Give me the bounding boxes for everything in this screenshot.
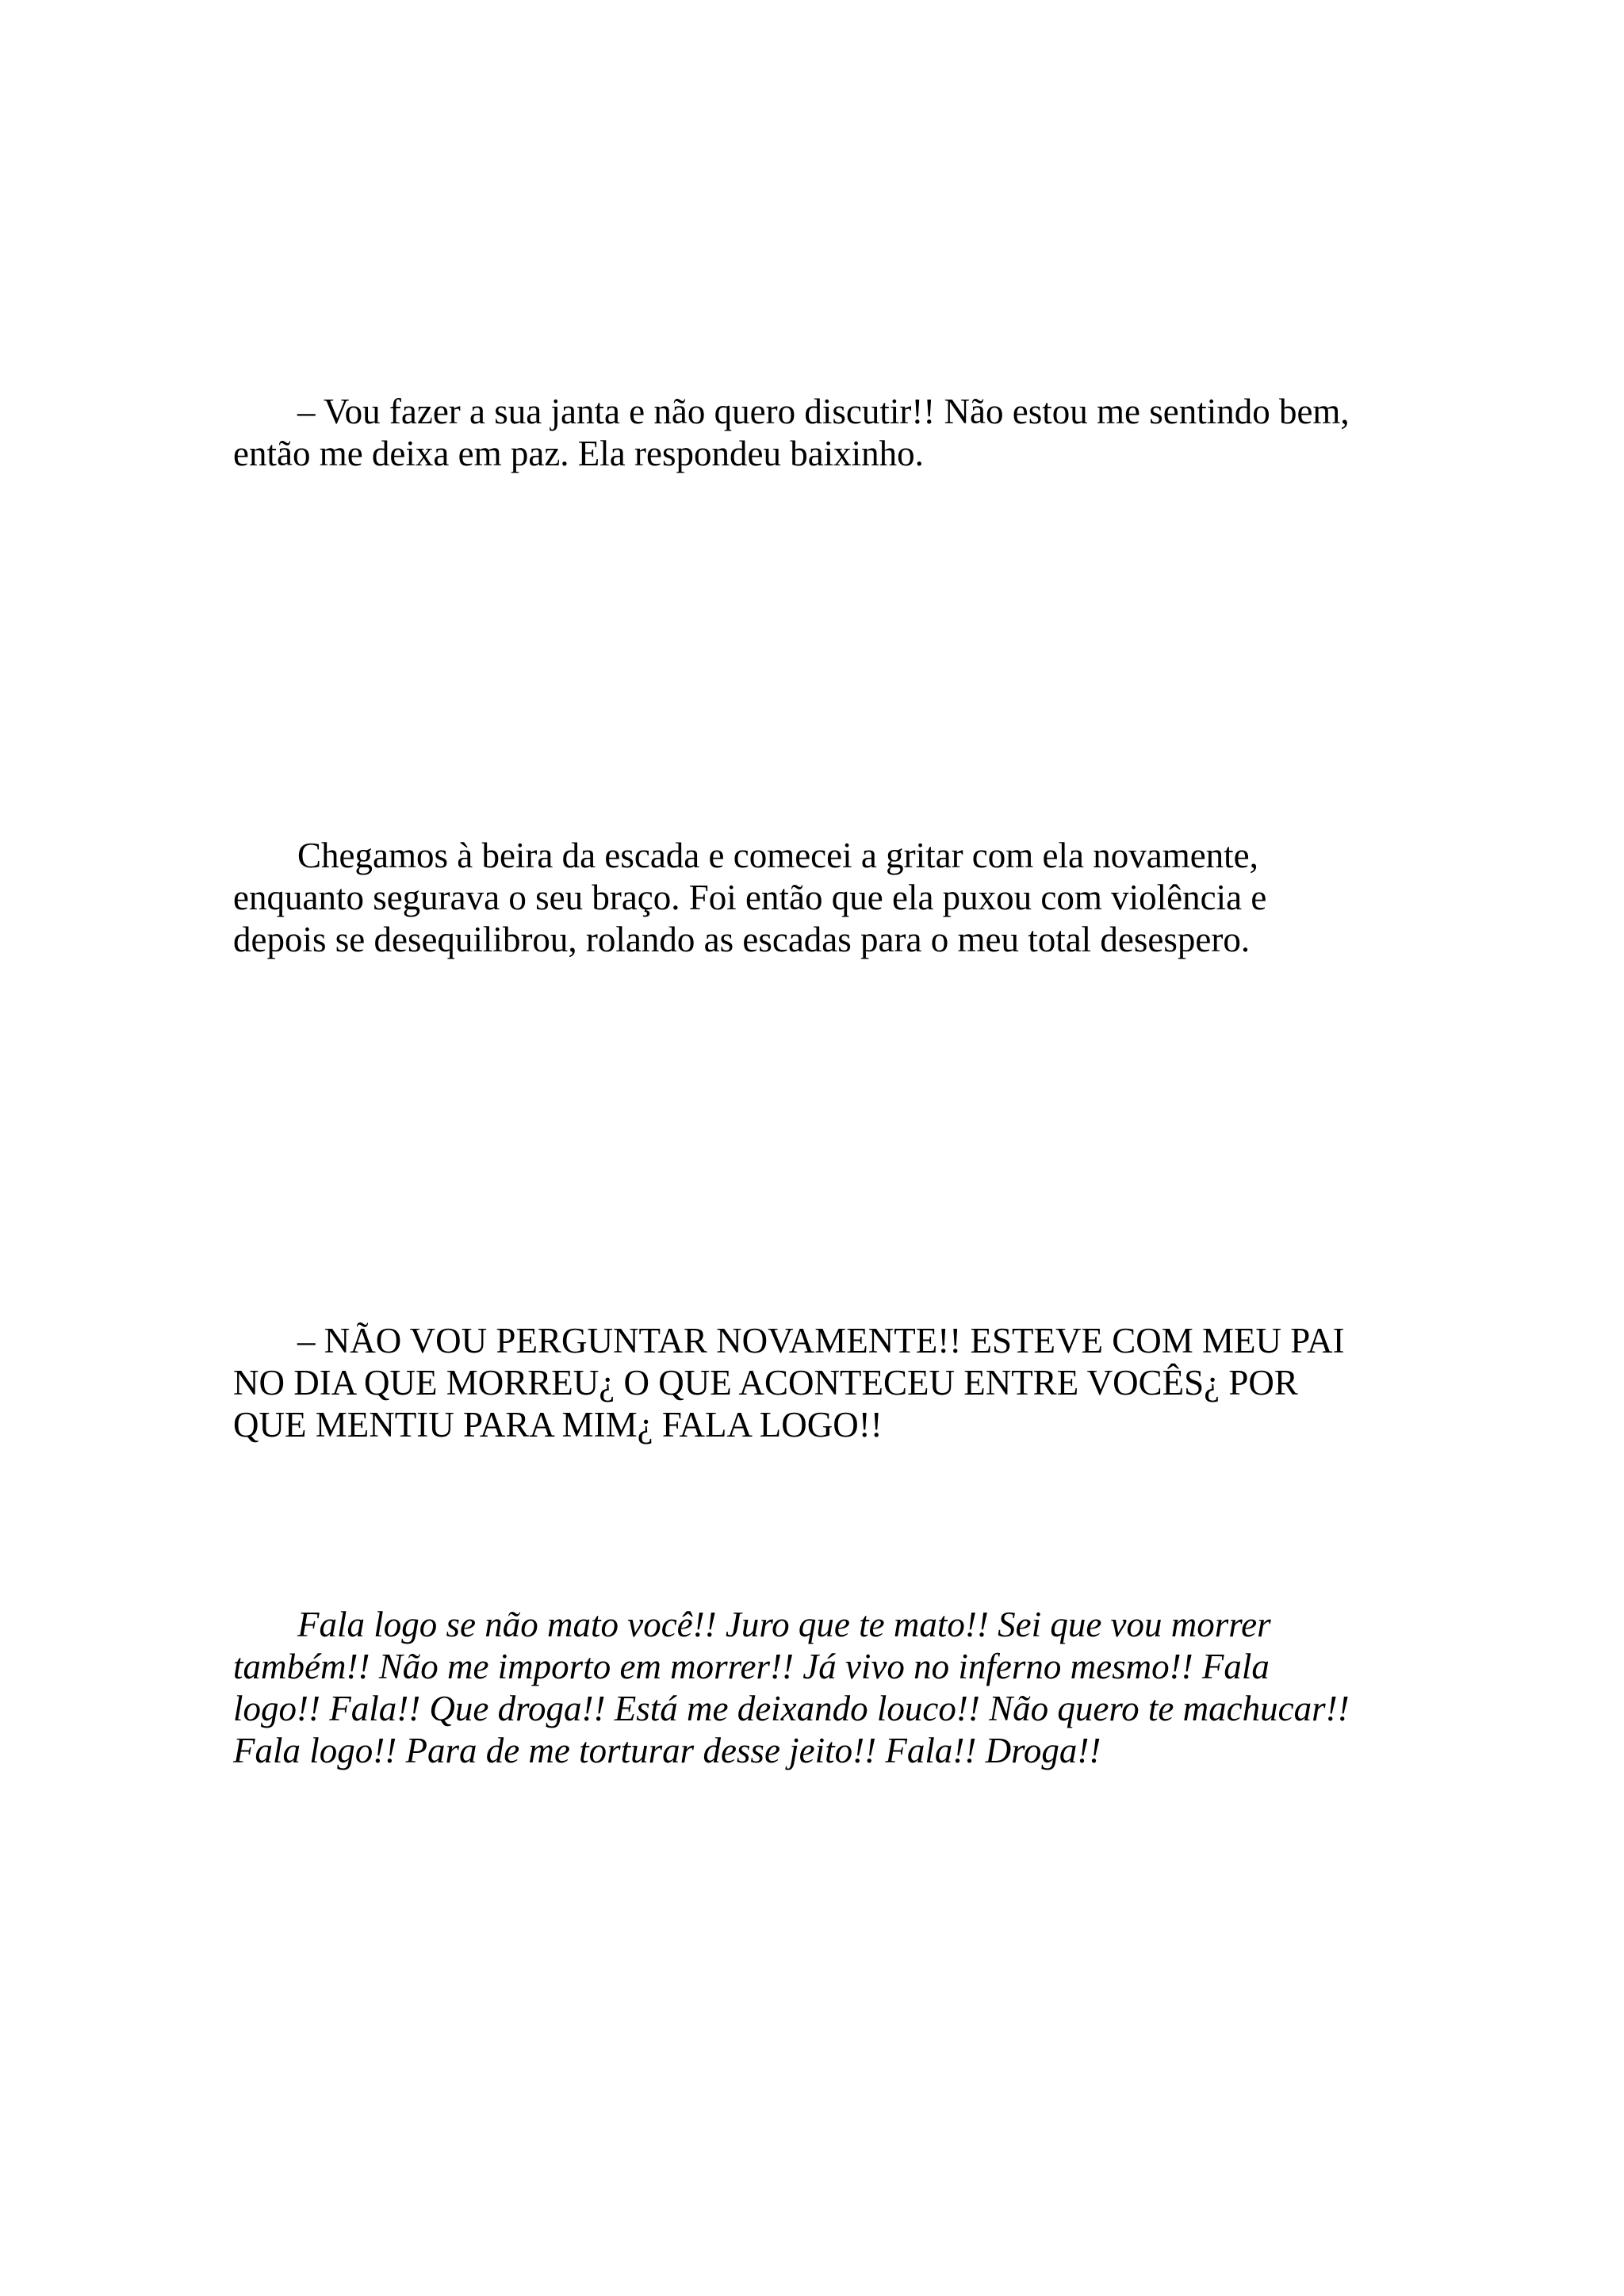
- paragraph-line: NO DIA QUE MORREU¿ O QUE ACONTECEU ENTRE VOCÊS¿ POR: [233, 1363, 1298, 1402]
- paragraph-line: enquanto segurava o seu braço. Foi então que ela puxou com violência e: [233, 878, 1267, 917]
- paragraph-line: – NÃO VOU PERGUNTAR NOVAMENTE!! ESTEVE COM MEU PAI: [297, 1321, 1345, 1360]
- paragraph-line: então me deixa em paz. Ela respondeu baixinho.: [233, 434, 924, 473]
- paragraph-line: depois se desequilibrou, rolando as escadas para o meu total desespero.: [233, 920, 1251, 959]
- paragraph-narration-stairs: [233, 835, 1423, 961]
- paragraph-line: também!! Não me importo em morrer!! Já vivo no inferno mesmo!! Fala: [233, 1647, 1270, 1686]
- paragraph-line: – Vou fazer a sua janta e não quero discutir!! Não estou me sentindo bem,: [297, 392, 1350, 431]
- paragraph-inner-thought-italic: [233, 1604, 1423, 1772]
- paragraph-line: Fala logo!! Para de me torturar desse jeito!! Fala!! Droga!!: [233, 1731, 1101, 1770]
- paragraph-dialogue-dinner: [233, 391, 1423, 475]
- paragraph-line: QUE MENTIU PARA MIM¿ FALA LOGO!!: [233, 1405, 883, 1445]
- paragraph-dialogue-shouting: [233, 1320, 1423, 1446]
- paragraph-line: Chegamos à beira da escada e comecei a gritar com ela novamente,: [297, 836, 1258, 875]
- paragraph-line: Fala logo se não mato você!! Juro que te mato!! Sei que vou morrer: [297, 1605, 1271, 1644]
- paragraph-line: logo!! Fala!! Que droga!! Está me deixando louco!! Não quero te machucar!!: [233, 1689, 1350, 1728]
